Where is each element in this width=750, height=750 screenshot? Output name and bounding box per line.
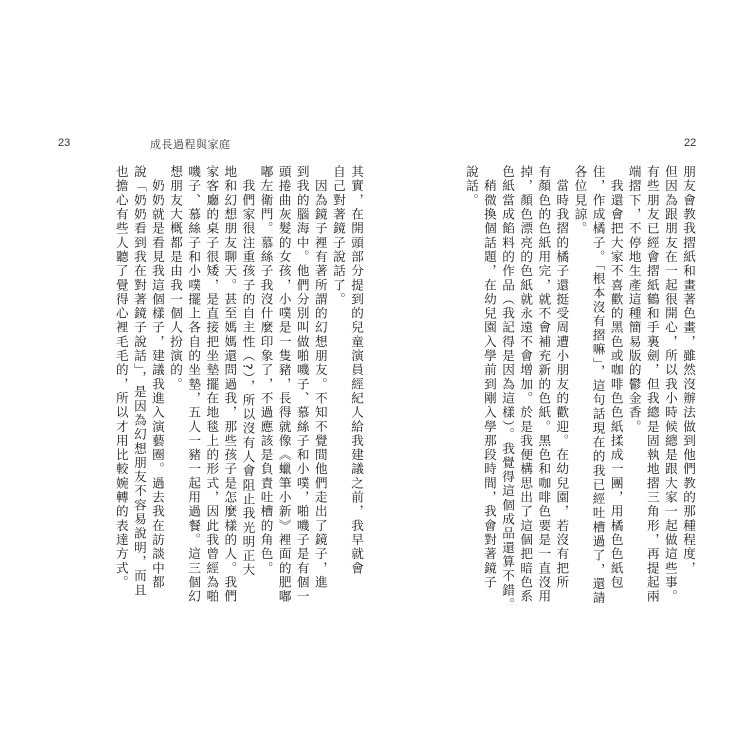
- text-line: 我們家很注重孩子的自主性（?），所以沒有人會阻止我光明正大: [240, 165, 256, 578]
- right-page: [375, 0, 750, 750]
- text-line: 奶奶就是看見我這個樣子，建議我進入演藝圈。過去我在訪談中都: [149, 165, 165, 590]
- text-line: 想朋友大概都是由我一個人扮演的。: [168, 165, 184, 392]
- running-header: 成長過程與家庭: [150, 138, 231, 151]
- text-line: 因為鏡子裡有著所謂的幻想朋友。不知不覺間他們走出了鏡子，進: [312, 165, 328, 590]
- text-line: 說話。: [463, 165, 479, 208]
- text-line: 稍微換個話題，在幼兒園入學前到剛入學那段時間，我會對著鏡子: [481, 165, 497, 590]
- text-line: 但因為跟朋友在一起很開心，所以我小時候總是跟大家一起做這些事。: [662, 165, 678, 604]
- text-line: 我還會把大家不喜歡的黑色或咖啡色色紙揉成一團，用橘色色紙包: [608, 165, 624, 590]
- text-line: 端摺下，不停地生產這種簡易版的鬱金香。: [626, 165, 642, 434]
- text-line: 嘰子、慕絲子和小噗擺上各自的坐墊，五人一豬一起用過餐。這三個幻: [186, 165, 202, 604]
- text-line: 到我的腦海中。他們分別叫做啪嘰子、慕絲子和小噗，啪嘰子是有個一: [294, 165, 310, 604]
- text-line: 當時我摺的橘子還挺受周遭小朋友的歡迎。在幼兒園，若沒有把所: [554, 165, 570, 590]
- left-page-text: [43, 165, 365, 685]
- right-page-text: [407, 165, 697, 685]
- text-line: 自己對著鏡子說話了。: [330, 165, 346, 307]
- text-line: 朋友會教我摺紙和畫著色畫，雖然沒辦法做到他們教的那種程度，: [681, 165, 696, 576]
- text-line: 頭捲曲灰髮的女孩，小噗是一隻豬，長得就像《蠟筆小新》裡面的肥嘟: [276, 165, 292, 604]
- text-line: 住，作成橘子。「根本沒有摺嘛」，這句話現在的我已經吐槽過了，還請: [590, 165, 606, 606]
- page-number-left: 23: [58, 137, 71, 149]
- text-line: 各位見諒。: [572, 165, 588, 236]
- text-line: 也擔心有些人聽了覺得心裡毛毛的，所以才用比較婉轉的表達方式。: [113, 165, 129, 590]
- text-line: 有顏色的色紙用完，就不會補充新的色紙。黑色和咖啡色要是一直沒用: [536, 165, 552, 604]
- text-line: 說「奶奶看到我在對著鏡子說話」，是因為幻想朋友不容易說明，而且: [131, 165, 147, 598]
- text-line: 其實，在開頭部分提到的兒童演員經紀人給我建議之前，我早就會: [349, 165, 364, 576]
- text-line: 有些朋友已經會摺紙鶴和手裏劍，但我總是固執地摺三角形，再提起兩: [644, 165, 660, 604]
- text-line: 色紙當成餡料的作品（我記得是因為這樣）。我覺得這個成品還算不錯。: [500, 165, 516, 612]
- page-number-right: 22: [684, 137, 697, 149]
- text-line: 掉，顏色漂亮的色紙就永遠不會增加。於是我便構思出了這個把暗色系: [518, 165, 534, 604]
- text-line: 地和幻想朋友聊天。甚至媽媽還問過我，那些孩子是怎麼樣的人。我們: [222, 165, 238, 604]
- text-line: 家客廳的桌子很矮，是直接把坐墊擺在地毯上的形式，因此我曾經為啪: [204, 165, 220, 604]
- text-line: 嘟左衛門。慕絲子我沒什麼印象了，不過應該是負責吐槽的角色。: [258, 165, 274, 576]
